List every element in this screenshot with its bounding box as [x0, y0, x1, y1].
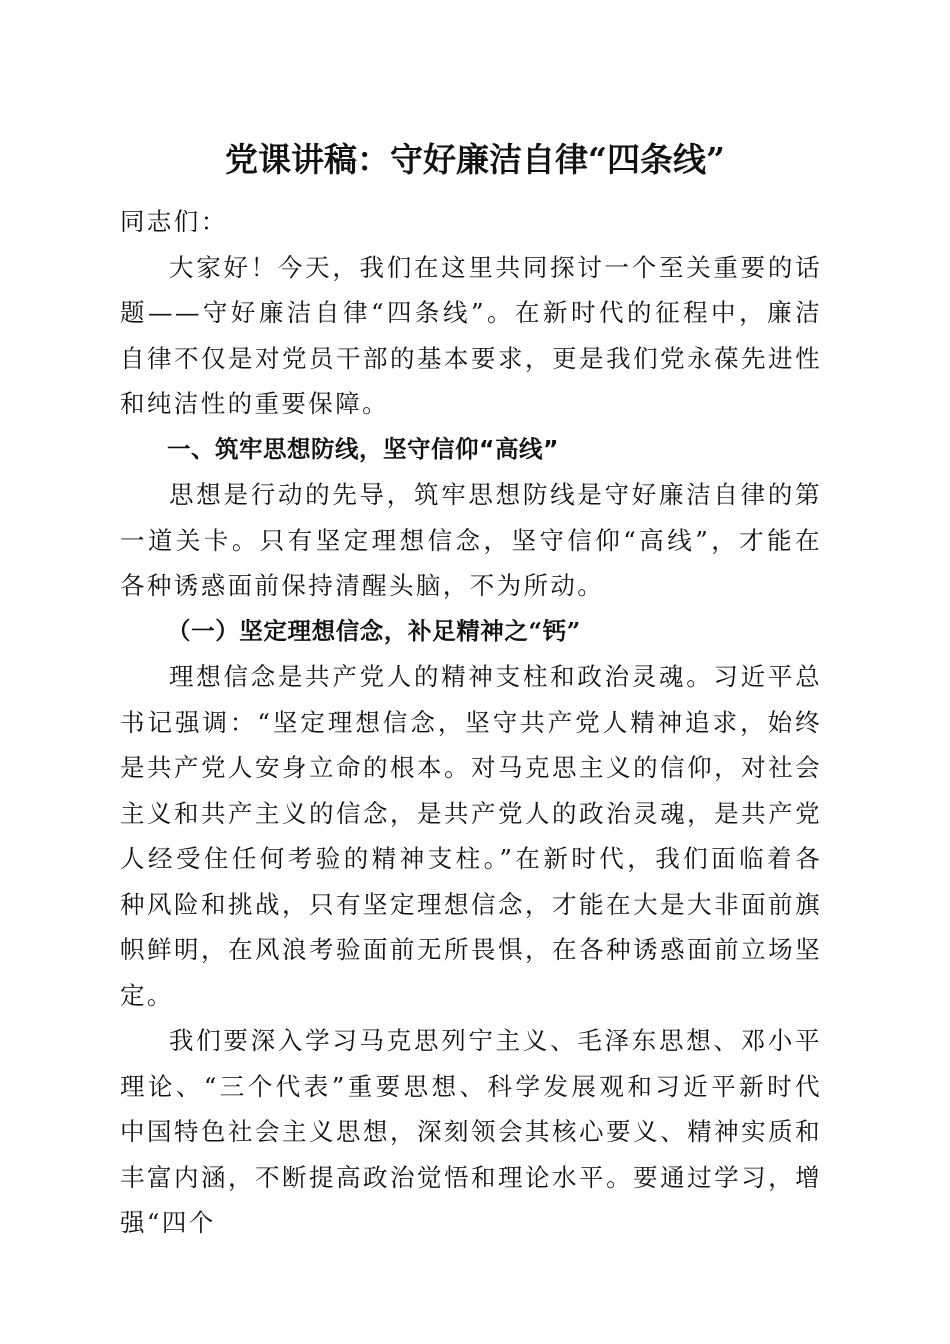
document-body: [120, 199, 822, 1246]
subsection-heading-1: （一）坚定理想信念，补足精神之“钙”: [167, 616, 581, 645]
subsection-1-paragraph-1: 理想信念是共产党人的精神支柱和政治灵魂。习近平总书记强调：“坚定理想信念，坚守共产党人精神追求，始终是共产党人安身立命的根本。对马克思主义的信仰，对社会主义和共产主义的信念，是共产党人的政治灵魂，是共产党人经受住任何考验的精神支柱。”在新时代，我们面临着各种风险和挑战，只有坚定理想信念，才能在大是大非面前旗帜鲜明，在风浪考验面前无所畏惧，在各种诱惑面前立场坚定。: [120, 662, 822, 1010]
section-1-paragraph: 思想是行动的先导，筑牢思想防线是守好廉洁自律的第一道关卡。只有坚定理想信念，坚守信仰“高线”，才能在各种诱惑面前保持清醒头脑，不为所动。: [120, 480, 822, 600]
subsection-1-paragraph-2: 我们要深入学习马克思列宁主义、毛泽东思想、邓小平理论、“三个代表”重要思想、科学发展观和习近平新时代中国特色社会主义思想，深刻领会其核心要义、精神实质和丰富内涵，不断提高政治觉悟和理论水平。要通过学习，增强“四个: [120, 1026, 822, 1237]
document-title: 党课讲稿：守好廉洁自律“四条线”: [225, 140, 725, 179]
section-heading-1: 一、筑牢思想防线，坚守信仰“高线”: [167, 434, 559, 463]
intro-paragraph: 大家好！今天，我们在这里共同探讨一个至关重要的话题——守好廉洁自律“四条线”。在新时代的征程中，廉洁自律不仅是对党员干部的基本要求，更是我们党永葆先进性和纯洁性的重要保障。: [120, 252, 822, 418]
salutation: 同志们：: [120, 207, 228, 236]
